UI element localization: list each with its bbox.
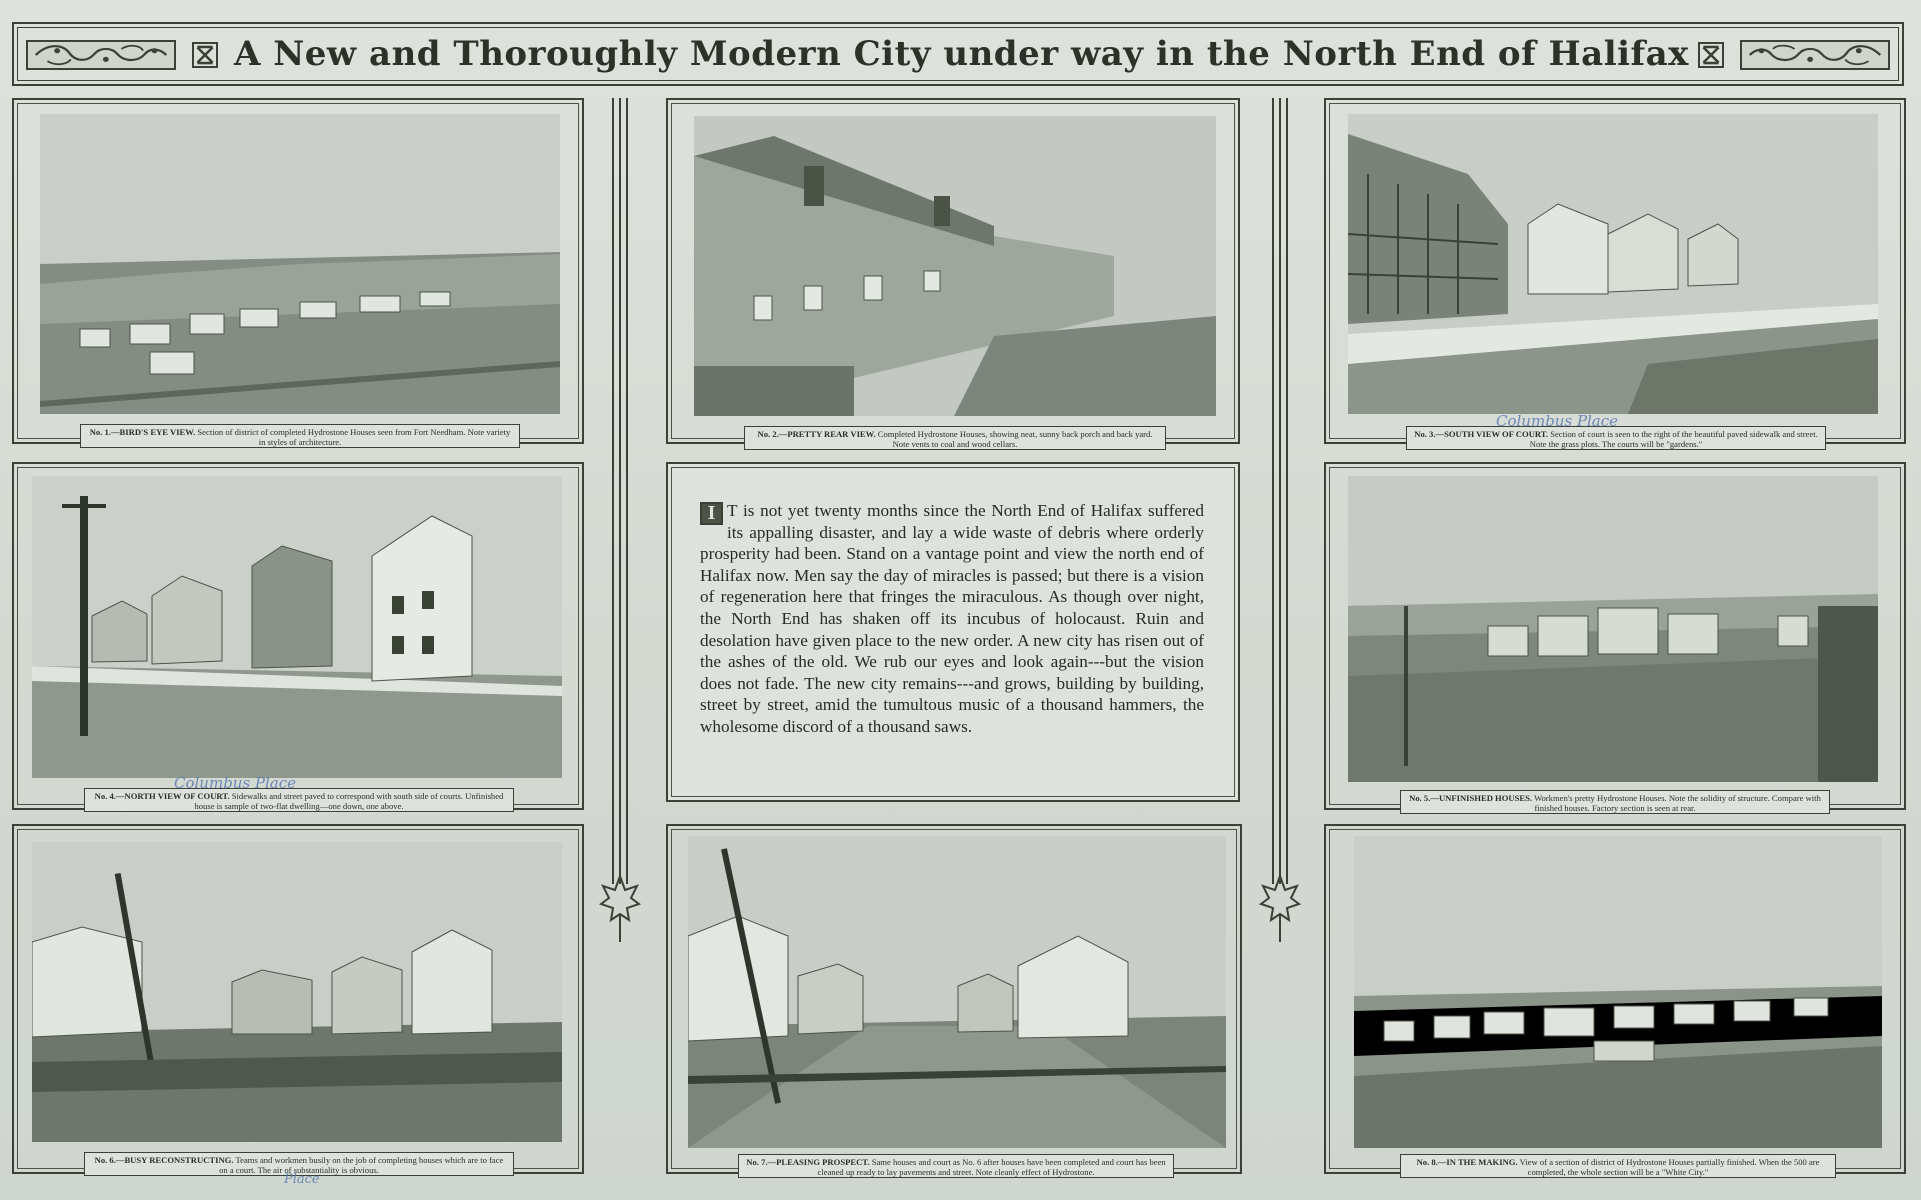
caption-1 xyxy=(80,424,520,448)
photo-panel-4 xyxy=(12,462,584,810)
photo-panel-2 xyxy=(666,98,1240,449)
caption-8 xyxy=(1400,1154,1836,1178)
cross-ornament-right-icon xyxy=(1698,42,1724,68)
caption-8-text: View of a section of district of Hydrostone Houses partially finished. When the 500 are completed, the whole section will be a "White City." xyxy=(1519,1157,1820,1177)
photo-south-view-of-court xyxy=(1348,114,1878,414)
caption-4-text: Sidewalks and street paved to correspond with south side of courts. Unfinished house is sample of two-flat dwelling—one down, one above. xyxy=(194,791,504,811)
photo-panel-8 xyxy=(1324,824,1906,1177)
photo-panel-3 xyxy=(1324,98,1906,449)
scroll-ornament-left-icon xyxy=(26,40,176,70)
caption-7 xyxy=(738,1154,1174,1178)
caption-7-text: Same houses and court as No. 6 after houses have been completed and court has been cleaned up ready to lay pavements and street. Note cleanly effect of Hydrostone. xyxy=(817,1157,1166,1177)
photo-in-the-making xyxy=(1354,836,1882,1148)
divider-right-line-2 xyxy=(1279,98,1281,884)
photo-panel-1 xyxy=(12,98,584,447)
photo-unfinished-houses xyxy=(1348,476,1878,782)
caption-2-title: No. 2.—PRETTY REAR VIEW. xyxy=(757,429,876,439)
caption-1-title: No. 1.—BIRD'S EYE VIEW. xyxy=(89,427,196,437)
title-banner xyxy=(12,22,1904,86)
handwritten-note-3: Columbus Place xyxy=(1496,412,1619,430)
photo-panel-6 xyxy=(12,824,584,1187)
scroll-ornament-right-icon xyxy=(1740,40,1890,70)
caption-6-title: No. 6.—BUSY RECONSTRUCTING. xyxy=(94,1155,234,1165)
caption-2 xyxy=(744,426,1166,450)
photo-pleasing-prospect xyxy=(688,836,1226,1148)
caption-6-text: Teams and workmen busily on the job of completing houses which are to face on a court. The air of substantiality is obvious. xyxy=(219,1155,504,1175)
caption-5 xyxy=(1400,790,1830,814)
caption-7-title: No. 7.—PLEASING PROSPECT. xyxy=(746,1157,870,1167)
photo-panel-5 xyxy=(1324,462,1906,813)
maple-leaf-left-icon xyxy=(599,866,641,946)
photo-busy-reconstructing xyxy=(32,842,562,1142)
divider-right-line-1 xyxy=(1272,98,1274,884)
caption-3-text: Section of court is seen to the right of the beautiful paved sidewalk and street. Note the grass plots. The courts will be "gardens." xyxy=(1529,429,1818,449)
photo-north-view-of-court xyxy=(32,476,562,778)
handwritten-note-4: Columbus Place xyxy=(174,774,297,792)
drop-cap: I xyxy=(700,502,723,525)
caption-8-title: No. 8.—IN THE MAKING. xyxy=(1416,1157,1518,1167)
caption-5-title: No. 5.—UNFINISHED HOUSES. xyxy=(1409,793,1533,803)
caption-5-text: Workmen's pretty Hydrostone Houses. Note the solidity of structure. Compare with finished houses. Factory section is seen at rear. xyxy=(1534,793,1821,813)
maple-leaf-right-icon xyxy=(1259,866,1301,946)
caption-4 xyxy=(84,788,514,812)
caption-3-title: No. 3.—SOUTH VIEW OF COURT. xyxy=(1414,429,1549,439)
cross-ornament-left-icon xyxy=(192,42,218,68)
divider-right-line-3 xyxy=(1286,98,1288,884)
photo-pretty-rear-view xyxy=(694,116,1216,416)
caption-4-title: No. 4.—NORTH VIEW OF COURT. xyxy=(94,791,230,801)
photo-birds-eye-view xyxy=(40,114,560,414)
caption-1-text: Section of district of completed Hydrostone Houses seen from Fort Needham. Note variety in styles of architecture. xyxy=(197,427,511,447)
caption-2-text: Completed Hydrostone Houses, showing neat, sunny back porch and back yard. Note vents to coal and wood cellars. xyxy=(877,429,1153,449)
article-panel xyxy=(666,462,1240,802)
divider-left-line-3 xyxy=(626,98,628,884)
article-text: T is not yet twenty months since the North End of Halifax suffered its appalling disaster, and lay a wide waste of debris where orderly prosperity had been. Stand on a vantage point and view the north end of Halifax now. Men say the day of miracles is passed; but there is a vision of regeneration here that fringes the miraculous. As though over night, the North End has shaken off its incubus of holocaust. Ruin and desolation have given place to the new order. A new city has risen out of the ashes of the old. We rub our eyes and look again---but the vision does not fade. The new city remains---and grows, building by building, street by street, amid the tumultous music of a thousand hammers, the wholesome discord of a thousand saws. xyxy=(700,501,1204,736)
divider-left-line-2 xyxy=(619,98,621,884)
page-title: A New and Thoroughly Modern City under way in the North End of Halifax xyxy=(234,34,1689,74)
handwritten-note-6: Place xyxy=(284,1172,320,1187)
photo-panel-7 xyxy=(666,824,1242,1177)
divider-left-line-1 xyxy=(612,98,614,884)
article-body xyxy=(700,500,1204,738)
